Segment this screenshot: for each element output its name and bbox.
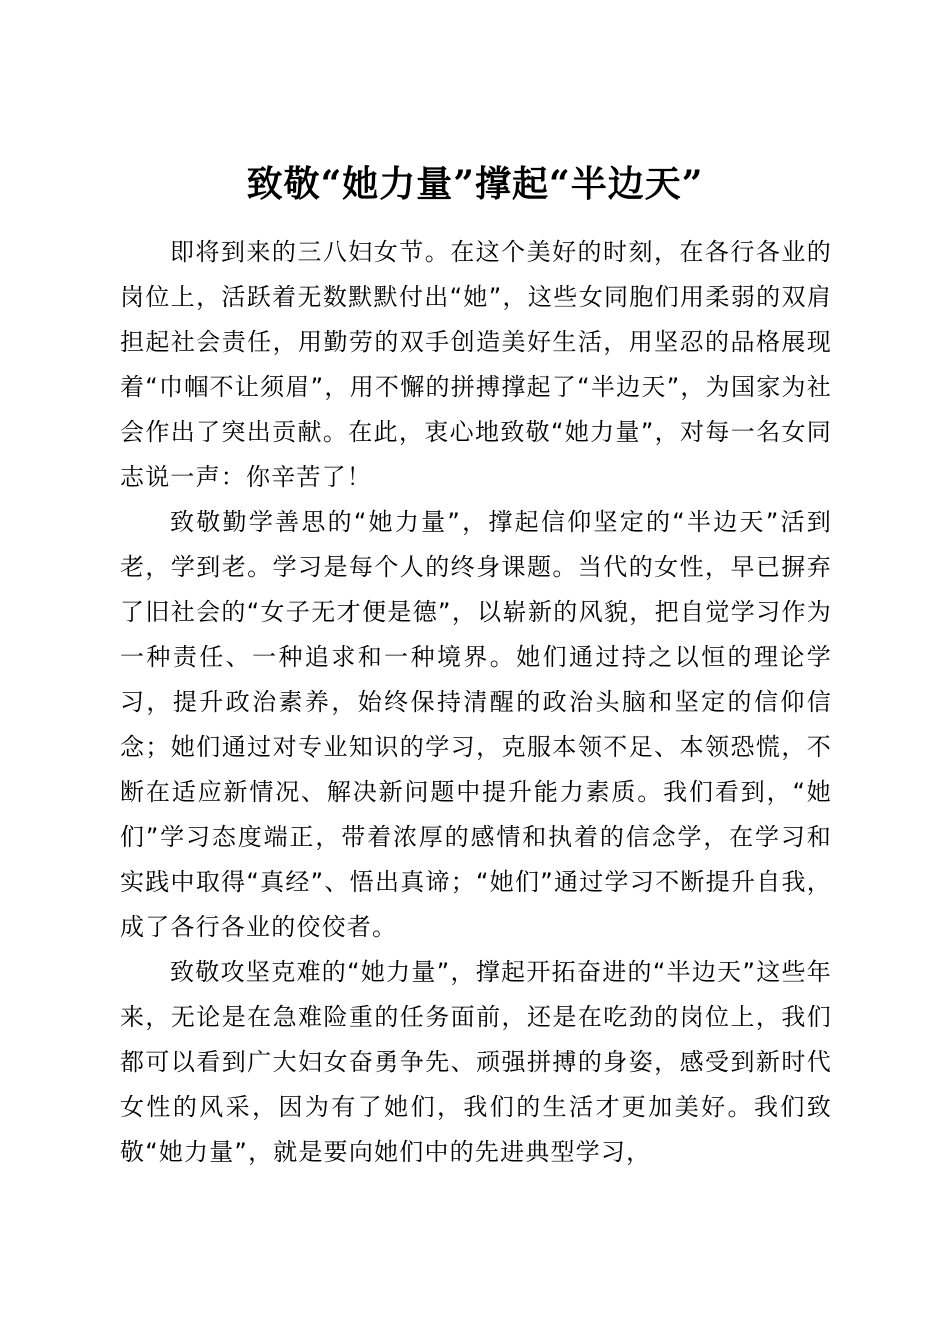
paragraph-intro: 即将到来的三八妇女节。在这个美好的时刻，在各行各业的岗位上，活跃着无数默默付出“她”，这些女同胞们用柔弱的双肩担起社会责任，用勤劳的双手创造美好生活，用坚忍的品格展现着“巾帼不让须眉”，用不懈的拼搏撑起了“半边天”，为国家为社会作出了突出贡献。在此，衷心地致敬“她力量”，对每一名女同志说一声：你辛苦了！ [120, 238, 832, 491]
paragraph-study: 致敬勤学善思的“她力量”，撑起信仰坚定的“半边天”活到老，学到老。学习是每个人的终身课题。当代的女性，早已摒弃了旧社会的“女子无才便是德”，以崭新的风貌，把自觉学习作为一种责任、一种追求和一种境界。她们通过持之以恒的理论学习，提升政治素养，始终保持清醒的政治头脑和坚定的信仰信念；她们通过对专业知识的学习，克服本领不足、本领恐慌，不断在适应新情况、解决新问题中提升能力素质。我们看到，“她们”学习态度端正，带着浓厚的感情和执着的信念学，在学习和实践中取得“真经”、悟出真谛；“她们”通过学习不断提升自我，成了各行各业的佼佼者。 [120, 508, 832, 941]
paragraph-struggle: 致敬攻坚克难的“她力量”，撑起开拓奋进的“半边天”这些年来，无论是在急难险重的任务面前，还是在吃劲的岗位上，我们都可以看到广大妇女奋勇争先、顽强拼搏的身姿，感受到新时代女性的风采，因为有了她们，我们的生活才更加美好。我们致敬“她力量”，就是要向她们中的先进典型学习， [120, 958, 832, 1166]
document-body [120, 230, 832, 1175]
document-title: 致敬“她力量”撑起“半边天” [246, 163, 704, 206]
